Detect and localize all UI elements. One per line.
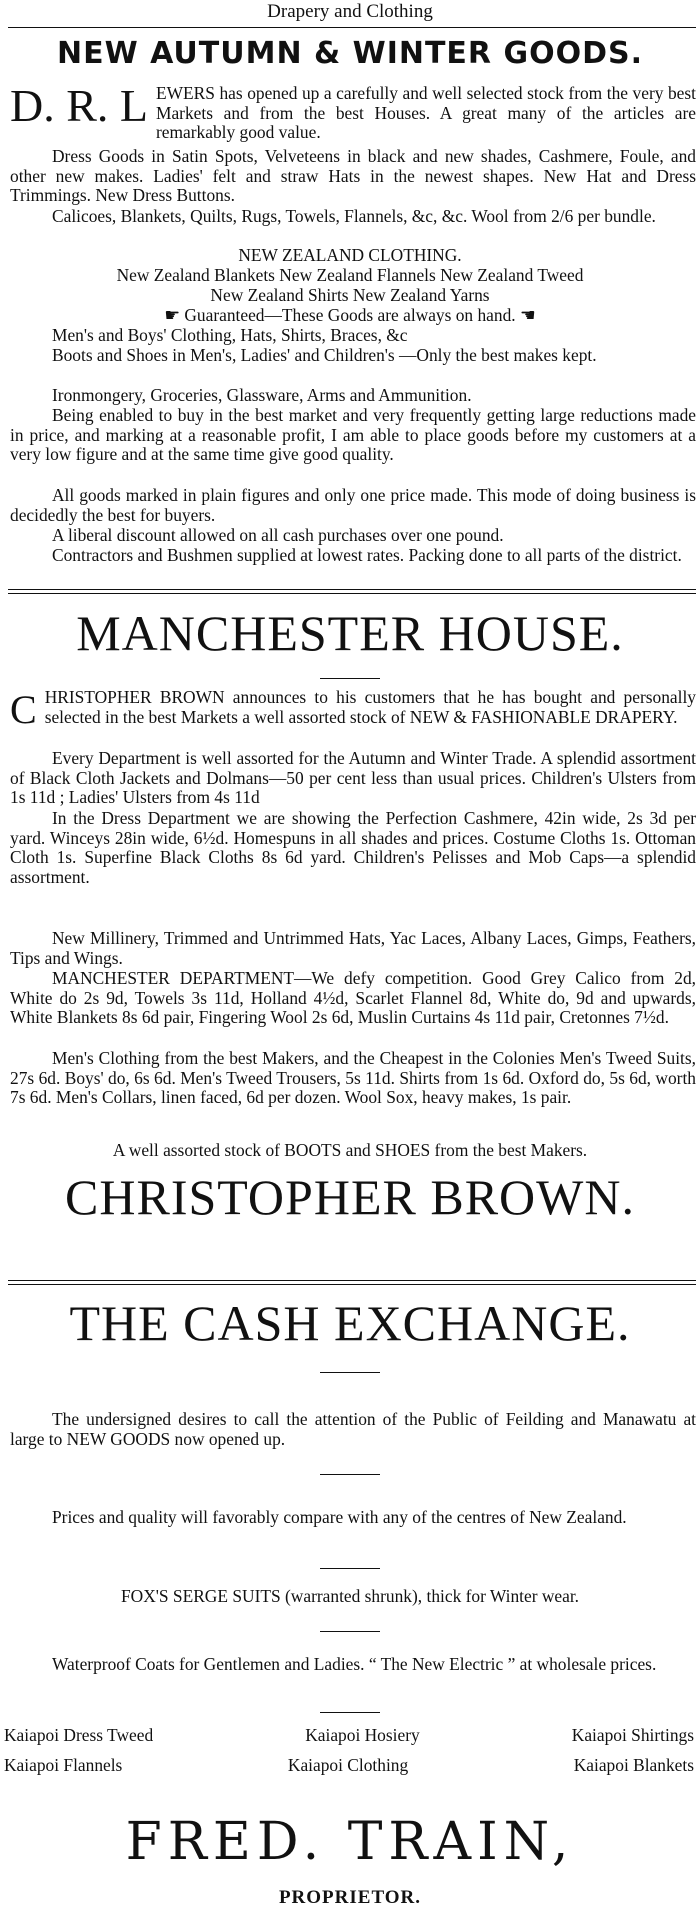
cash-rule-1 — [320, 1474, 380, 1475]
lewers-iron: Ironmongery, Groceries, Glassware, Arms and Ammunition. — [52, 385, 472, 405]
cash-rule-2 — [320, 1568, 380, 1569]
kaiapoi-row-1 — [4, 1726, 694, 1746]
lewers-divider — [8, 589, 696, 590]
lewers-being: Being enabled to buy in the best market and very frequently getting large reductions made in price, and marking at a reasonable profit, I am able to place goods before my customers at a very low figure and at the same time give good quality. — [10, 405, 696, 465]
lewers-initials: D. R. L — [10, 80, 148, 131]
manchester-divider-2 — [8, 1284, 696, 1285]
pointing-hand-left-icon: ☚ — [520, 305, 536, 325]
cash-rule-3 — [320, 1631, 380, 1632]
manchester-millinery: New Millinery, Trimmed and Untrimmed Hats, Yac Laces, Albany Laces, Gimps, Feathers, Tips and Wings. — [10, 928, 696, 968]
lewers-discount: A liberal discount allowed on all cash purchases over one pound. — [52, 525, 504, 545]
kaiapoi-item: Kaiapoi Dress Tweed — [4, 1725, 154, 1745]
proprietor-label: PROPRIETOR. — [278, 1887, 422, 1908]
kaiapoi-item: Kaiapoi Shirtings — [571, 1725, 694, 1745]
cash-p3: FOX'S SERGE SUITS (warranted shrunk), thick for Winter wear. — [120, 1586, 580, 1606]
header-rule — [8, 27, 696, 28]
kaiapoi-item: Kaiapoi Clothing — [287, 1755, 409, 1775]
christopher-brown-name: CHRISTOPHER BROWN. — [65, 1169, 635, 1225]
manchester-department: MANCHESTER DEPARTMENT—We defy competition. Good Grey Calico from 2d, White do 2s 9d, Towels 3s 11d, Holland 4½d, Scarlet Flannel 8d, White do, 9d and upwards, White Blankets 8s 6d pair, Fingering Wool 2s 6d, Muslin Curtains 4s 11d pair, Cretonnes 7½d. — [10, 968, 696, 1028]
cash-title: THE CASH EXCHANGE. — [69, 1295, 631, 1351]
lewers-title: NEW AUTUMN & WINTER GOODS. — [56, 36, 644, 71]
lewers-divider-2 — [8, 593, 696, 594]
cash-rule-4 — [320, 1712, 380, 1713]
cash-p1: The undersigned desires to call the attention of the Public of Feilding and Manawatu at large to NEW GOODS now opened up. — [10, 1409, 696, 1449]
lewers-plain: All goods marked in plain figures and only one price made. This mode of doing business is decidedly the best for buyers. — [10, 485, 696, 525]
nz-clothing-heading: NEW ZEALAND CLOTHING. — [238, 245, 462, 265]
manchester-dress: In the Dress Department we are showing the Perfection Cashmere, 42in wide, 2s 3d per yard. Winceys 28in wide, 6½d. Homespuns in all shades and prices. Costume Cloths 1s. Ottoman Cloth 1s. Superfine Black Cloths 8s 6d yard. Children's Pelisses and Mob Caps—a splendid assortment. — [10, 808, 696, 887]
manchester-intro: CHRISTOPHER BROWN announces to his customers that he has bought and personally selected in the best Markets a well assorted stock of NEW & FASHIONABLE DRAPERY. — [10, 687, 696, 732]
kaiapoi-item: Kaiapoi Blankets — [573, 1755, 694, 1775]
cash-p4: Waterproof Coats for Gentlemen and Ladies. “ The New Electric ” at wholesale prices. — [52, 1654, 657, 1674]
lewers-boots: Boots and Shoes in Men's, Ladies' and Children's —Only the best makes kept. — [52, 345, 597, 365]
lewers-dress: Dress Goods in Satin Spots, Velveteens in black and new shades, Cashmere, Foule, and other new makes. Ladies' felt and straw Hats in the newest shapes. New Hat and Dress Trimmings. New Dress Buttons. — [10, 146, 696, 206]
manchester-divider — [8, 1280, 696, 1281]
lewers-contractors: Contractors and Bushmen supplied at lowest rates. Packing done to all parts of the district. — [52, 545, 682, 565]
section-header: Drapery and Clothing — [267, 1, 433, 22]
manchester-boots: A well assorted stock of BOOTS and SHOES from the best Makers. — [112, 1140, 588, 1160]
manchester-clothing: Men's Clothing from the best Makers, and the Cheapest in the Colonies Men's Tweed Suits, 27s 6d. Boys' do, 6s 6d. Men's Tweed Trousers, 5s 11d. Shirts from 1s 6d. Oxford do, 5s 6d, worth 7s 6d. Men's Collars, linen faced, 6d per dozen. Wool Sox, heavy makes, 1s pair. — [10, 1048, 696, 1108]
manchester-title: MANCHESTER HOUSE. — [76, 605, 624, 661]
nz-line-1: New Zealand Blankets New Zealand Flannels New Zealand Tweed — [116, 265, 584, 285]
lewers-mens: Men's and Boys' Clothing, Hats, Shirts, Braces, &c — [52, 325, 408, 345]
kaiapoi-row-2 — [4, 1756, 694, 1776]
manchester-every: Every Department is well assorted for the Autumn and Winter Trade. A splendid assortment of Black Cloth Jackets and Dolmans—50 per cent less than usual prices. Children's Ulsters from 1s 11d ; Ladies' Ulsters from 4s 11d — [10, 748, 696, 808]
pointing-hand-icon: ☛ — [164, 305, 180, 325]
lewers-calicoes: Calicoes, Blankets, Quilts, Rugs, Towels, Flannels, &c, &c. Wool from 2/6 per bundle. — [52, 206, 656, 226]
lewers-intro: D. R. L EWERS has opened up a carefully and well selected stock from the very best Markets and from the best Houses. A great many of the articles are remarkably good value. — [10, 80, 696, 143]
cash-p2: Prices and quality will favorably compare with any of the centres of New Zealand. — [52, 1507, 627, 1527]
nz-line-2: New Zealand Shirts New Zealand Yarns — [210, 285, 490, 305]
kaiapoi-item: Kaiapoi Hosiery — [305, 1725, 420, 1745]
kaiapoi-item: Kaiapoi Flannels — [4, 1755, 123, 1775]
manchester-title-rule — [320, 678, 380, 679]
manchester-drop-cap: C — [10, 687, 37, 732]
fred-train-name: FRED. TRAIN, — [125, 1812, 575, 1872]
cash-title-rule — [320, 1372, 380, 1373]
guaranteed-line: ☛ Guaranteed—These Goods are always on hand. ☚ — [164, 305, 536, 325]
